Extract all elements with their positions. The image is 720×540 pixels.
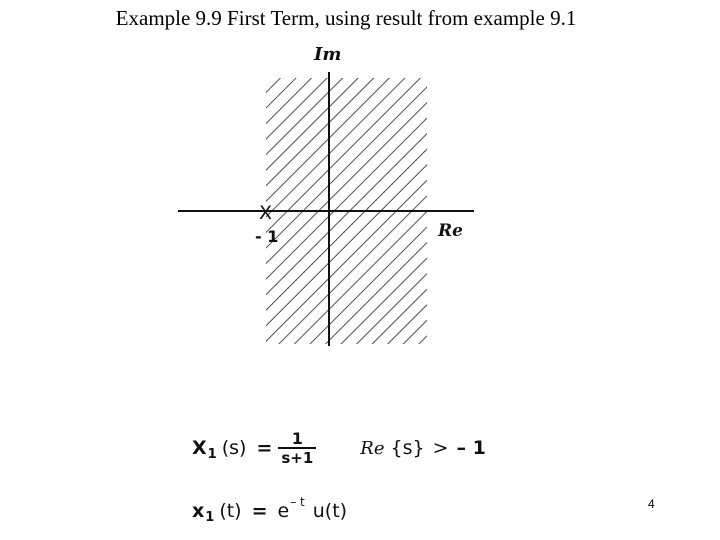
eq2-step-function: u(t) [312,500,348,522]
time-domain-equation [192,494,347,528]
eq2-lhs-subscript: 1 [205,509,215,525]
eq2-exp-base: e [277,500,290,522]
pole-marker: X [259,202,273,224]
eq1-numerator: 1 [291,428,303,448]
roc-re-label: Re [360,437,385,459]
eq1-denominator: s+1 [278,447,316,467]
eq2-lhs: x [192,500,205,522]
page-number: 4 [648,497,655,511]
eq1-equals: = [256,437,273,459]
eq1-lhs-subscript: 1 [207,446,217,462]
pole-label: - 1 [255,227,279,246]
eq1-lhs-argument: (s) [221,437,247,459]
eq2-exp-power: – t [290,495,305,509]
eq1-fraction [278,430,316,467]
eq1-lhs: X [192,437,207,459]
eq2-lhs-argument: (t) [219,500,242,522]
real-axis-label: Re [438,221,463,241]
slide-title: Example 9.9 First Term, using result from example 9.1 [115,6,577,30]
roc-set: {s} [390,437,425,459]
eq2-equals: = [251,500,268,522]
roc-value: – 1 [456,437,486,459]
roc-relation: > [432,437,449,459]
imag-axis-label: Im [314,44,342,65]
laplace-transform-equation [192,424,486,472]
